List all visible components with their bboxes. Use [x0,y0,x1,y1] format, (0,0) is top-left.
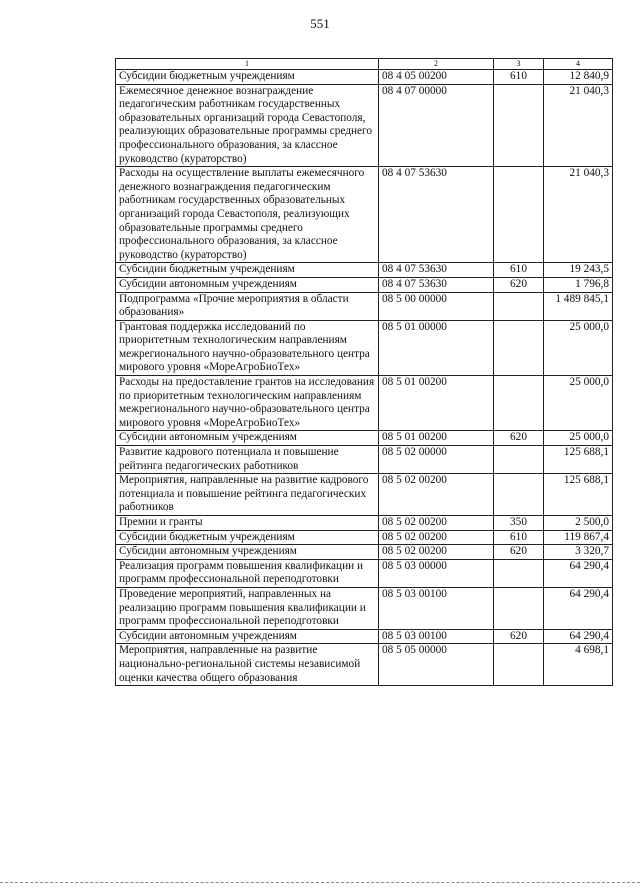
expense-type-cell: 610 [494,70,544,85]
amount-cell: 3 320,7 [544,545,613,560]
expense-type-cell [494,376,544,431]
scan-edge-line [0,882,640,883]
expense-name-cell: Субсидии бюджетным учреждениям [116,530,379,545]
amount-cell: 1 489 845,1 [544,292,613,320]
expense-name-cell: Расходы на осуществление выплаты ежемесячного денежного вознаграждения педагогическим работникам государственных образовательных организаций города Севастополя, реализующих образовательные программы среднего профессионального образования, за классное руководство (кураторство) [116,167,379,263]
header-col-2: 2 [379,59,494,70]
expense-type-cell: 620 [494,545,544,560]
expense-type-cell: 620 [494,277,544,292]
table-row [116,277,613,292]
table-row [116,446,613,474]
target-article-cell: 08 4 07 53630 [379,277,494,292]
expense-type-cell: 350 [494,516,544,531]
amount-cell: 12 840,9 [544,70,613,85]
expense-name-cell: Премии и гранты [116,516,379,531]
target-article-cell: 08 4 07 53630 [379,263,494,278]
amount-cell: 125 688,1 [544,474,613,516]
table-header [116,59,613,70]
expense-type-cell [494,446,544,474]
table-row [116,376,613,431]
target-article-cell: 08 5 02 00200 [379,474,494,516]
amount-cell: 1 796,8 [544,277,613,292]
expense-type-cell [494,320,544,375]
expense-name-cell: Реализация программ повышения квалификации и программ профессиональной переподготовки [116,559,379,587]
target-article-cell: 08 5 03 00000 [379,559,494,587]
table-row [116,545,613,560]
table-body [116,70,613,686]
expense-name-cell: Подпрограмма «Прочие мероприятия в области образования» [116,292,379,320]
table-row [116,474,613,516]
header-row [116,59,613,70]
target-article-cell: 08 4 05 00200 [379,70,494,85]
table-row [116,263,613,278]
expense-name-cell: Субсидии бюджетным учреждениям [116,263,379,278]
expense-name-cell: Грантовая поддержка исследований по приоритетным технологическим направлениям межрегионального научно-образовательного центра мирового уровня «МореАгроБиоТех» [116,320,379,375]
target-article-cell: 08 5 03 00100 [379,629,494,644]
expense-type-cell [494,644,544,686]
amount-cell: 64 290,4 [544,629,613,644]
expense-name-cell: Развитие кадрового потенциала и повышение рейтинга педагогических работников [116,446,379,474]
amount-cell: 21 040,3 [544,167,613,263]
target-article-cell: 08 5 01 00200 [379,376,494,431]
amount-cell: 21 040,3 [544,84,613,167]
amount-cell: 64 290,4 [544,559,613,587]
expense-type-cell [494,292,544,320]
table-row [116,320,613,375]
expense-type-cell [494,474,544,516]
table-row [116,559,613,587]
expense-name-cell: Субсидии бюджетным учреждениям [116,70,379,85]
target-article-cell: 08 5 01 00000 [379,320,494,375]
table-row [116,167,613,263]
expense-name-cell: Субсидии автономным учреждениям [116,629,379,644]
expense-name-cell: Ежемесячное денежное вознаграждение педагогическим работникам государственных образовательных организаций города Севастополя, реализующих образовательные программы среднего профессионального образования, за классное руководство (кураторство) [116,84,379,167]
expense-type-cell: 620 [494,431,544,446]
table-row [116,644,613,686]
amount-cell: 125 688,1 [544,446,613,474]
expense-type-cell [494,84,544,167]
amount-cell: 64 290,4 [544,587,613,629]
expense-type-cell [494,559,544,587]
expense-name-cell: Расходы на предоставление грантов на исследования по приоритетным технологическим направлениям межрегионального научно-образовательного центра мирового уровня «МореАгроБиоТех» [116,376,379,431]
target-article-cell: 08 5 02 00200 [379,545,494,560]
header-col-1: 1 [116,59,379,70]
table-row [116,587,613,629]
amount-cell: 25 000,0 [544,320,613,375]
expense-name-cell: Субсидии автономным учреждениям [116,277,379,292]
amount-cell: 19 243,5 [544,263,613,278]
table-row [116,70,613,85]
amount-cell: 119 867,4 [544,530,613,545]
page-number: 551 [310,16,330,31]
expense-name-cell: Мероприятия, направленные на развитие кадрового потенциала и повышение рейтинга педагогических работников [116,474,379,516]
amount-cell: 25 000,0 [544,431,613,446]
target-article-cell: 08 5 02 00000 [379,446,494,474]
expense-name-cell: Субсидии автономным учреждениям [116,431,379,446]
target-article-cell: 08 5 05 00000 [379,644,494,686]
table-row [116,530,613,545]
expense-name-cell: Проведение мероприятий, направленных на реализацию программ повышения квалификации и программ профессиональной переподготовки [116,587,379,629]
target-article-cell: 08 5 02 00200 [379,516,494,531]
header-col-3: 3 [494,59,544,70]
target-article-cell: 08 5 00 00000 [379,292,494,320]
target-article-cell: 08 5 03 00100 [379,587,494,629]
expense-name-cell: Мероприятия, направленные на развитие национально-региональной системы независимой оценки качества общего образования [116,644,379,686]
target-article-cell: 08 5 01 00200 [379,431,494,446]
target-article-cell: 08 4 07 00000 [379,84,494,167]
amount-cell: 25 000,0 [544,376,613,431]
table-row [116,292,613,320]
amount-cell: 4 698,1 [544,644,613,686]
target-article-cell: 08 4 07 53630 [379,167,494,263]
expense-type-cell: 610 [494,263,544,278]
expense-name-cell: Субсидии автономным учреждениям [116,545,379,560]
expense-type-cell [494,587,544,629]
table-row [116,431,613,446]
table-row [116,629,613,644]
target-article-cell: 08 5 02 00200 [379,530,494,545]
budget-table [115,58,613,686]
expense-type-cell [494,167,544,263]
header-col-4: 4 [544,59,613,70]
expense-type-cell: 610 [494,530,544,545]
table-row [116,516,613,531]
table-row [116,84,613,167]
amount-cell: 2 500,0 [544,516,613,531]
expense-type-cell: 620 [494,629,544,644]
